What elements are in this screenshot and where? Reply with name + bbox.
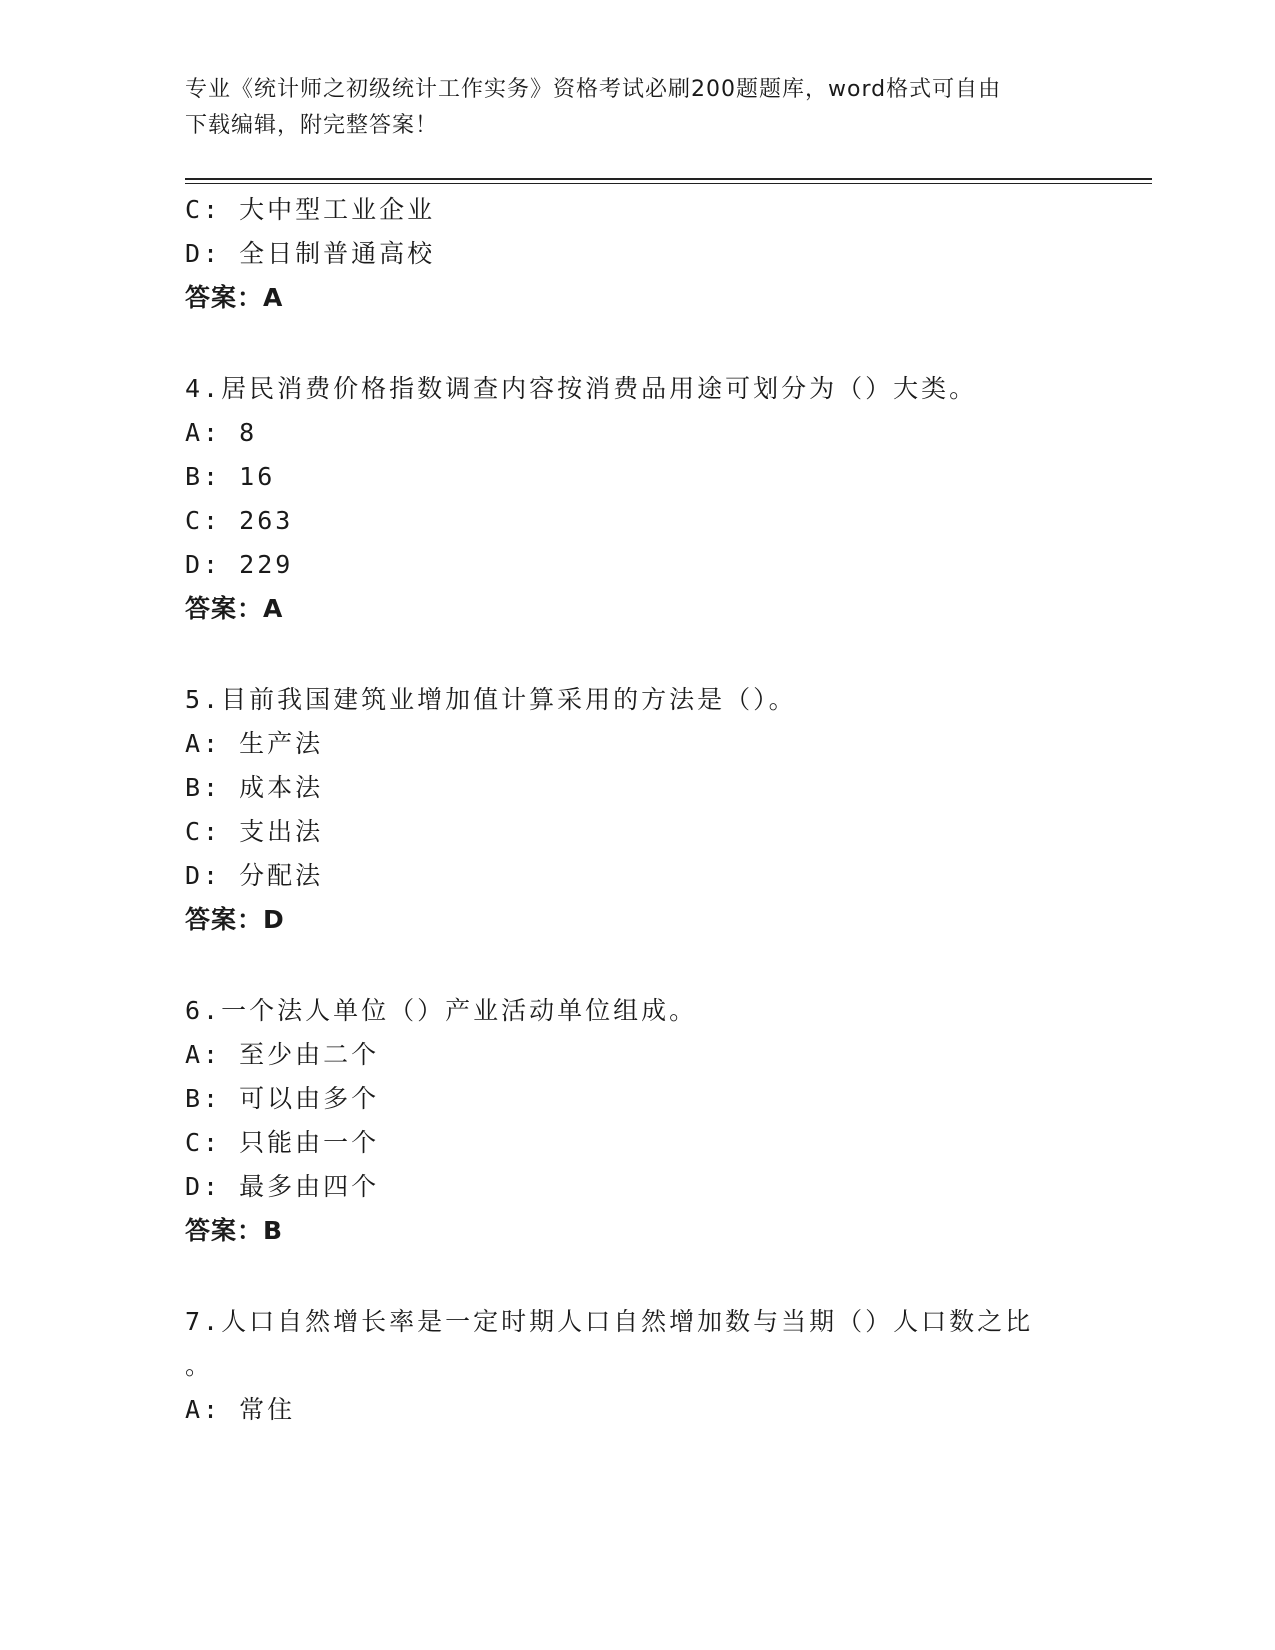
q4-stem: 4.居民消费价格指数调查内容按消费品用途可划分为（）大类。 [185, 374, 978, 403]
q4-answer: 答案：A [185, 594, 284, 623]
q4-option-d: D: 229 [185, 550, 294, 579]
q6-option-d: D: 最多由四个 [185, 1172, 380, 1201]
q5-option-b: B: 成本法 [185, 773, 324, 802]
q4-option-a: A: 8 [185, 418, 258, 447]
q6-option-a: A: 至少由二个 [185, 1040, 380, 1069]
q7-stem-line-1: 7.人口自然增长率是一定时期人口自然增加数与当期（）人口数之比 [185, 1307, 1034, 1336]
q6-option-c: C: 只能由一个 [185, 1128, 380, 1157]
q5-option-d: D: 分配法 [185, 861, 324, 890]
q3-option-d: D: 全日制普通高校 [185, 239, 436, 268]
q3-answer: 答案：A [185, 283, 284, 312]
document-header [185, 72, 1085, 144]
header-rule-thick [185, 178, 1152, 180]
header-line-1: 专业《统计师之初级统计工作实务》资格考试必刷200题题库，word格式可自由 [185, 77, 1002, 102]
q5-option-a: A: 生产法 [185, 729, 324, 758]
q7-stem-line-2: 。 [185, 1351, 214, 1380]
q5-stem: 5.目前我国建筑业增加值计算采用的方法是（）。 [185, 685, 797, 714]
q3-option-c: C: 大中型工业企业 [185, 195, 436, 224]
q5-option-c: C: 支出法 [185, 817, 324, 846]
q6-option-b: B: 可以由多个 [185, 1084, 380, 1113]
q4-option-c: C: 263 [185, 506, 294, 535]
header-rule-thin [185, 183, 1152, 184]
q6-answer: 答案：B [185, 1216, 284, 1245]
header-line-2: 下载编辑，附完整答案！ [185, 113, 439, 138]
q5-answer: 答案：D [185, 905, 285, 934]
q7-option-a: A: 常住 [185, 1395, 296, 1424]
q4-option-b: B: 16 [185, 462, 276, 491]
q6-stem: 6.一个法人单位（）产业活动单位组成。 [185, 996, 698, 1025]
